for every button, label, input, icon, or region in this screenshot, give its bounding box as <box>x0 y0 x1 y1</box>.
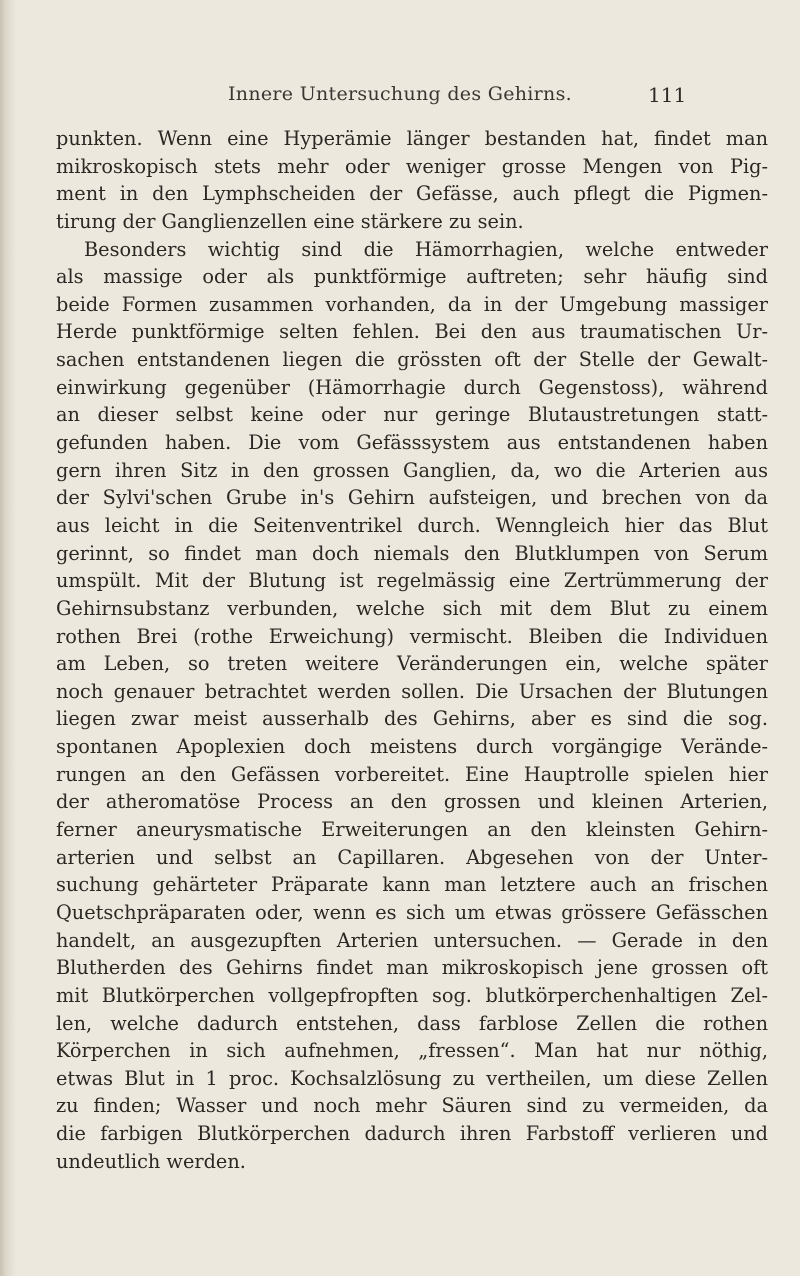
text-line: Körperchen in sich aufnehmen, „fressen“. Man hat nur nöthig, <box>56 1039 768 1063</box>
text-line: gern ihren Sitz in den grossen Ganglien, da, wo die Arterien aus <box>56 458 768 482</box>
page-number: 111 <box>648 83 687 107</box>
text-line: zu finden; Wasser und noch mehr Säuren sind zu vermeiden, da <box>56 1094 768 1118</box>
text-line: Herde punktförmige selten fehlen. Bei den aus traumatischen Ur- <box>56 320 768 344</box>
text-line: einwirkung gegenüber (Hämorrhagie durch Gegenstoss), während <box>56 375 768 399</box>
text-line: mit Blutkörperchen vollgepfropften sog. blutkörperchenhaltigen Zel- <box>56 983 768 1007</box>
text-line: tirung der Ganglienzellen eine stärkere zu sein. <box>56 209 524 233</box>
text-line: beide Formen zusammen vorhanden, da in der Umgebung massiger <box>56 292 768 316</box>
text-line: punkten. Wenn eine Hyperämie länger bestanden hat, findet man <box>56 127 768 150</box>
text-line: aus leicht in die Seitenventrikel durch. Wenngleich hier das Blut <box>56 513 768 537</box>
text-line: etwas Blut in 1 proc. Kochsalzlösung zu vertheilen, um diese Zellen <box>56 1066 768 1090</box>
text-line: len, welche dadurch entstehen, dass farblose Zellen die rothen <box>56 1011 768 1035</box>
text-line: rungen an den Gefässen vorbereitet. Eine Hauptrolle spielen hier <box>56 762 768 786</box>
text-line: Gehirnsubstanz verbunden, welche sich mit dem Blut zu einem <box>56 596 768 620</box>
text-line: mikroskopisch stets mehr oder weniger grosse Mengen von Pig- <box>56 154 768 178</box>
text-line: Blutherden des Gehirns findet man mikroskopisch jene grossen oft <box>56 956 768 980</box>
text-line: suchung gehärteter Präparate kann man letztere auch an frischen <box>56 873 768 897</box>
text-line: ferner aneurysmatische Erweiterungen an den kleinsten Gehirn- <box>56 818 768 842</box>
text-line: arterien und selbst an Capillaren. Abgesehen von der Unter- <box>56 845 768 869</box>
text-line: am Leben, so treten weitere Veränderungen ein, welche später <box>56 652 768 676</box>
text-line: als massige oder als punktförmige auftreten; sehr häufig sind <box>56 265 768 289</box>
running-head: Innere Untersuchung des Gehirns. <box>228 83 572 105</box>
text-line: liegen zwar meist ausserhalb des Gehirns, aber es sind die sog. <box>56 707 768 731</box>
page-header <box>0 83 800 113</box>
text-line: spontanen Apoplexien doch meistens durch vorgängige Verände- <box>56 735 768 759</box>
text-line: die farbigen Blutkörperchen dadurch ihren Farbstoff verlieren und <box>56 1122 768 1146</box>
body-text <box>56 125 768 1175</box>
text-line: noch genauer betrachtet werden sollen. Die Ursachen der Blutungen <box>56 679 768 703</box>
text-line: handelt, an ausgezupften Arterien untersuchen. — Gerade in den <box>56 928 768 952</box>
text-line: rothen Brei (rothe Erweichung) vermischt. Bleiben die Individuen <box>56 624 768 648</box>
text-line: an dieser selbst keine oder nur geringe Blutaustretungen statt- <box>56 403 768 427</box>
text-line: umspült. Mit der Blutung ist regelmässig eine Zertrümmerung der <box>56 569 768 593</box>
text-line: der Sylvi'schen Grube in's Gehirn aufsteigen, und brechen von da <box>56 486 768 510</box>
text-line: sachen entstandenen liegen die grössten oft der Stelle der Gewalt- <box>56 348 768 372</box>
text-line: Besonders wichtig sind die Hämorrhagien, welche entweder <box>84 237 768 261</box>
text-line: undeutlich werden. <box>56 1149 246 1173</box>
text-line: der atheromatöse Process an den grossen und kleinen Arterien, <box>56 790 768 814</box>
text-line: Quetschpräparaten oder, wenn es sich um etwas grössere Gefässchen <box>56 900 768 924</box>
text-line: gefunden haben. Die vom Gefässsystem aus entstandenen haben <box>56 431 768 455</box>
page-binding-shadow <box>0 0 16 1276</box>
text-line: ment in den Lymphscheiden der Gefässe, auch pflegt die Pigmen- <box>56 182 768 206</box>
text-line: gerinnt, so findet man doch niemals den Blutklumpen von Serum <box>56 541 768 565</box>
